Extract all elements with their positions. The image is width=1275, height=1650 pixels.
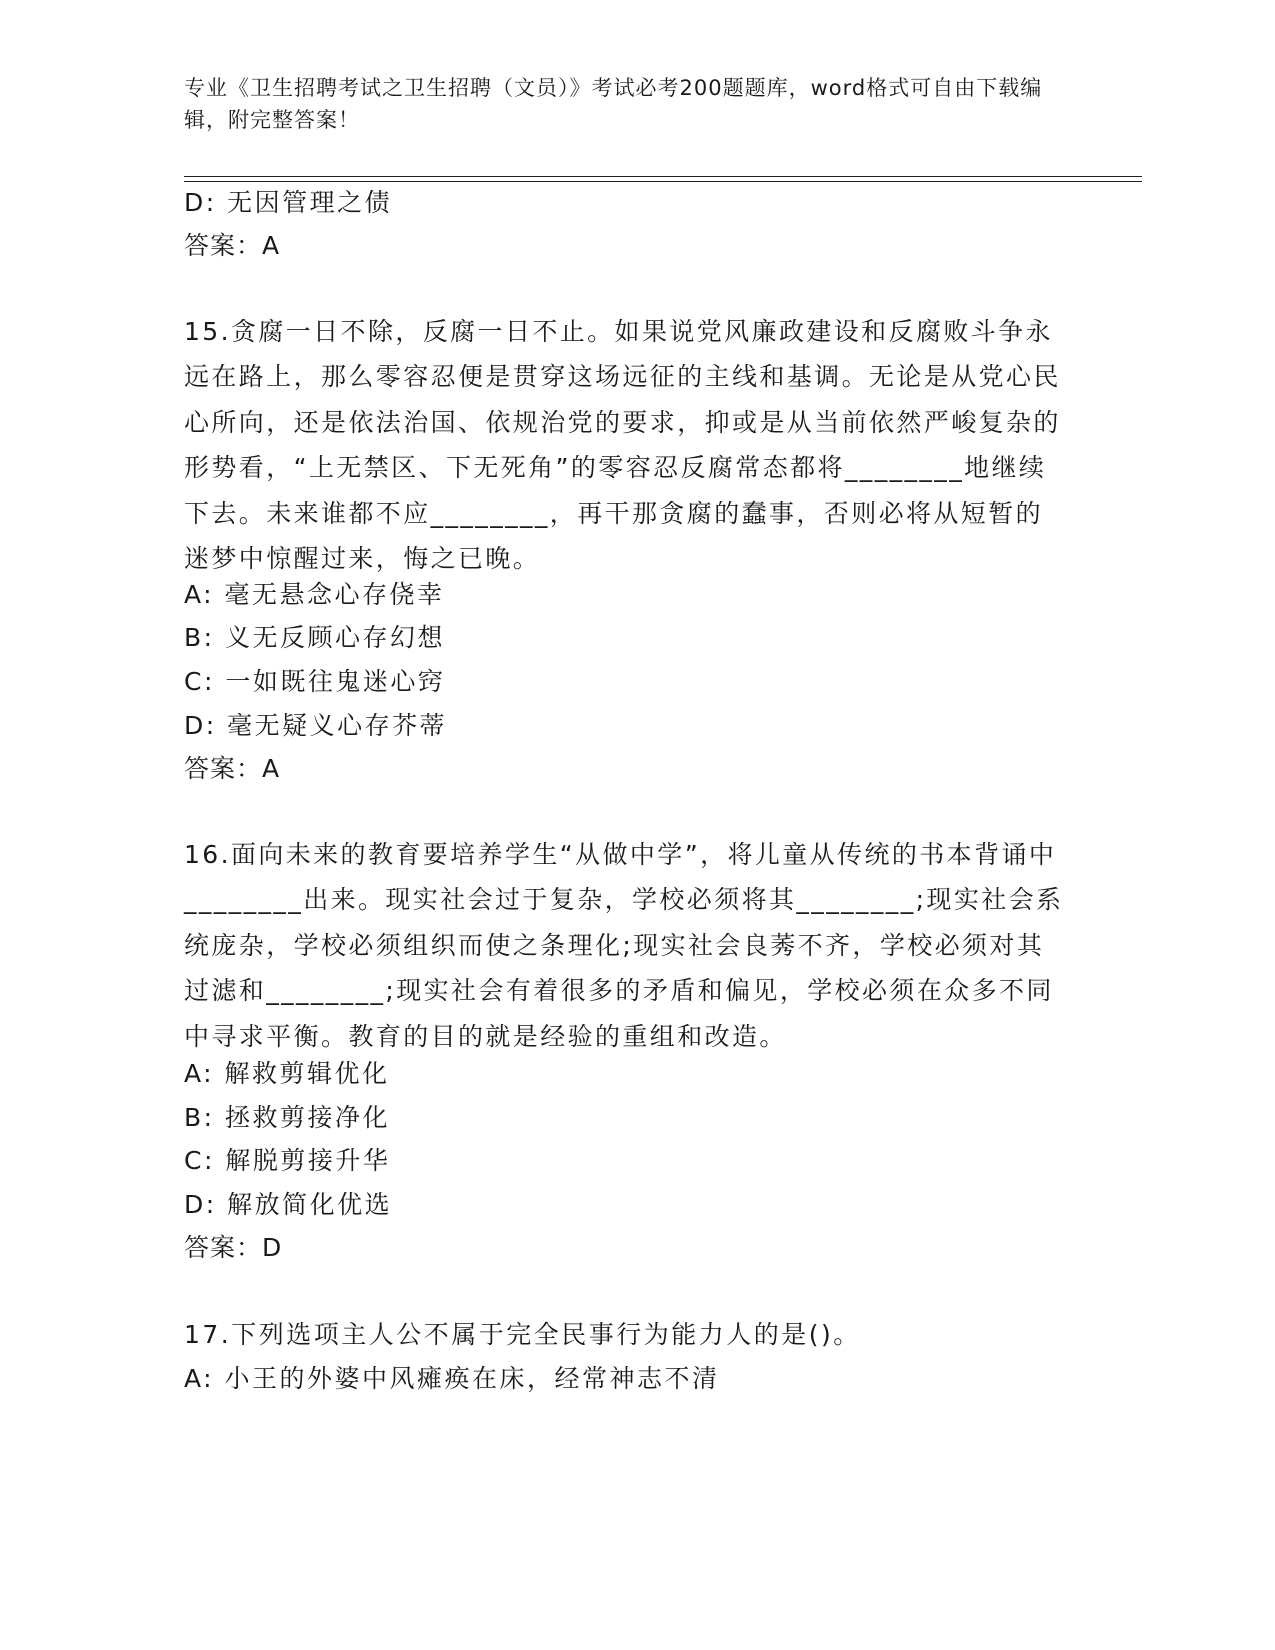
question-stem: 15.贪腐一日不除，反腐一日不止。如果说党风廉政建设和反腐败斗争永远在路上，那么零容忍便是贯穿这场远征的主线和基调。无论是从党心民心所向，还是依法治国、依规治党的要求，抑或是从当前依然严峻复杂的形势看，“上无禁区、下无死角”的零容忍反腐常态都将________地继续下去。未来谁都不应________，再干那贪腐的蠢事，否则必将从短暂的迷梦中惊醒过来，悔之已晚。 (184, 317, 1061, 574)
question-stem: 16.面向未来的教育要培养学生“从做中学”，将儿童从传统的书本背诵中________出来。现实社会过于复杂，学校必须将其________;现实社会系统庞杂，学校必须组织而使之条理化;现实社会良莠不齐，学校必须对其过滤和________;现实社会有着很多的矛盾和偏见，学校必须在众多不同中寻求平衡。教育的目的就是经验的重组和改造。 (184, 840, 1064, 1051)
option-c: C: 一如既往鬼迷心窍 (184, 667, 446, 696)
question-stem: 17.下列选项主人公不属于完全民事行为能力人的是()。 (184, 1320, 861, 1349)
question-answer: 答案：D (184, 1233, 283, 1262)
option-a: A: 小王的外婆中风瘫痪在床，经常神志不清 (184, 1364, 720, 1393)
option-d: D: 解放简化优选 (184, 1190, 393, 1219)
page-header: 专业《卫生招聘考试之卫生招聘（文员）》考试必考200题题库，word格式可自由下载编辑，附完整答案！ (184, 76, 1043, 132)
option-d: D: 毫无疑义心存芥蒂 (184, 711, 448, 740)
option-c: C: 解脱剪接升华 (184, 1146, 391, 1175)
header-divider-top (184, 176, 1142, 177)
option-b: B: 义无反顾心存幻想 (184, 623, 446, 652)
header-divider-bottom (184, 181, 1142, 182)
option-a: A: 解救剪辑优化 (184, 1059, 390, 1088)
option-b: B: 拯救剪接净化 (184, 1103, 391, 1132)
question-answer: 答案：A (184, 754, 281, 783)
option-a: A: 毫无悬念心存侥幸 (184, 580, 445, 609)
prev-question-answer: 答案：A (184, 231, 281, 260)
prev-question-option-d: D: 无因管理之债 (184, 188, 393, 217)
